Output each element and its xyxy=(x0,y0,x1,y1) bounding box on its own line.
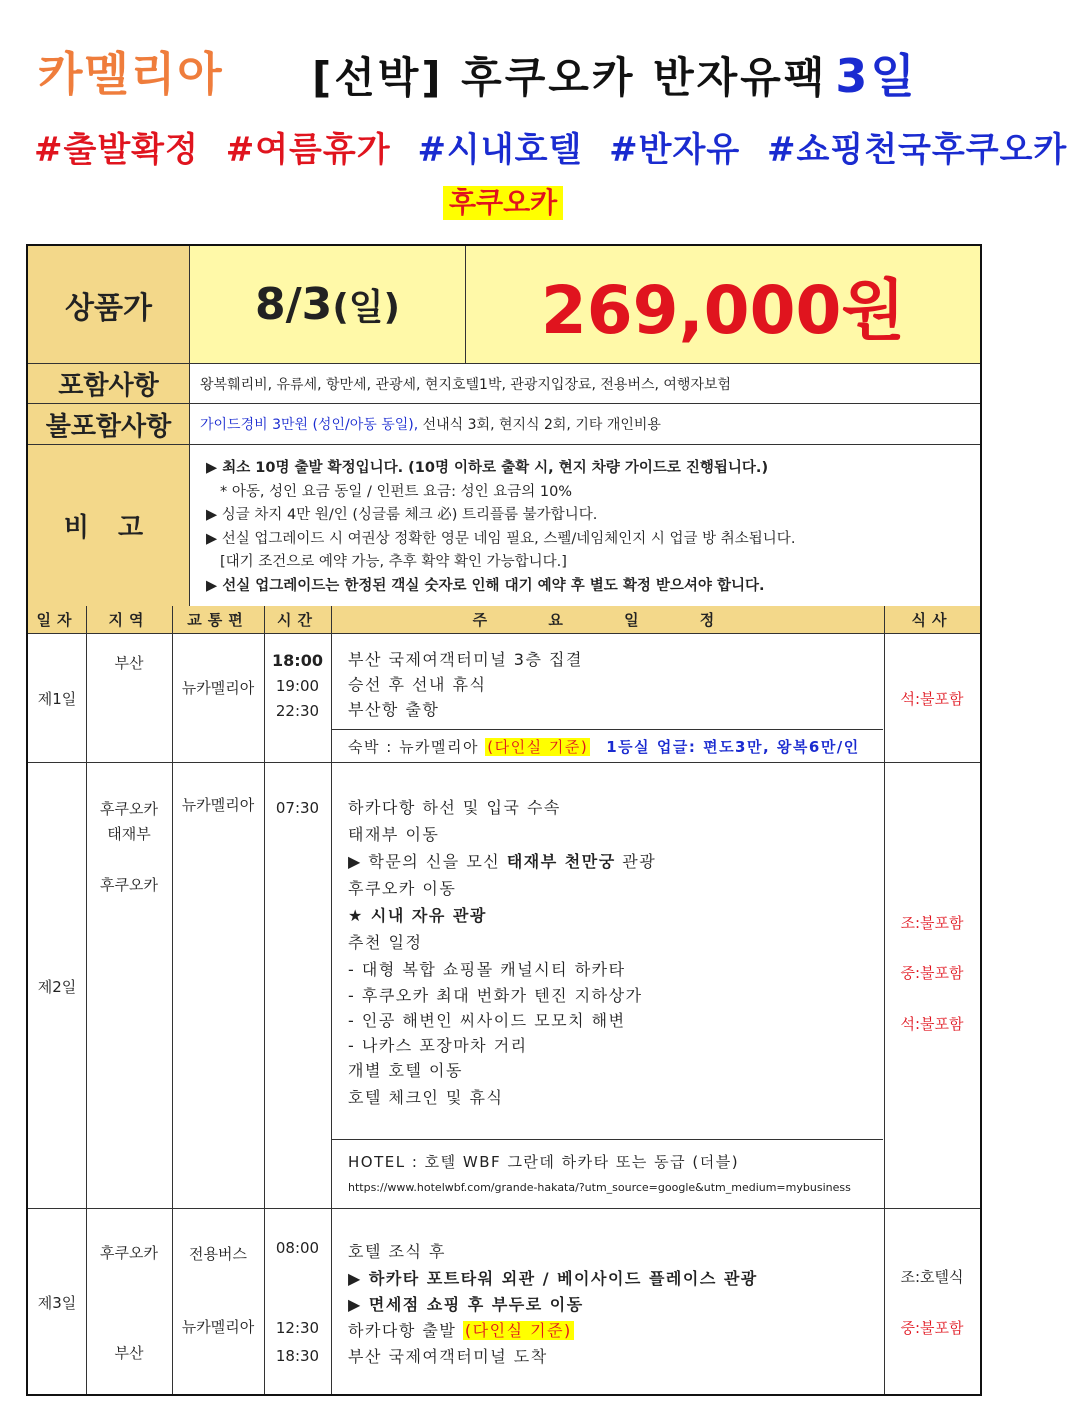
hashtag: #반자유 xyxy=(609,130,741,170)
lodging-upgrade: 1등실 업글: 편도3만, 왕복6만/인 xyxy=(606,738,860,756)
day3-meal: 중:불포함 xyxy=(900,1319,964,1337)
day2-item: 개별 호텔 이동 xyxy=(348,1061,463,1080)
day2-item-highlight: 태재부 천만궁 xyxy=(506,852,616,871)
date-weekday: (일) xyxy=(332,287,400,328)
day1-meal: 석:불포함 xyxy=(900,690,964,708)
date-value: 8/3 xyxy=(255,279,333,330)
hotel-divider xyxy=(332,1139,883,1140)
excludes-text xyxy=(190,404,980,444)
remark-line: [대기 조건으로 예약 가능, 추후 확약 확인 가능합니다.] xyxy=(220,554,567,570)
col-header-transport: 교통편 xyxy=(172,606,264,634)
day3-item xyxy=(348,1318,574,1341)
brand-name: 카멜리아 xyxy=(38,47,224,101)
day2-meal: 중:불포함 xyxy=(900,964,964,982)
product-info-table xyxy=(26,244,982,608)
column-divider xyxy=(86,606,87,1394)
title-text: [선박] 후쿠오카 반자유팩 xyxy=(312,53,828,102)
day3-time: 18:30 xyxy=(275,1347,320,1365)
day2-meal: 석:불포함 xyxy=(900,1015,964,1033)
column-divider xyxy=(264,606,265,1394)
day2-region: 태재부 xyxy=(107,825,151,843)
day3-region: 후쿠오카 xyxy=(100,1244,158,1262)
lodging-prefix: 숙박 : 뉴카멜리아 xyxy=(348,738,486,756)
day3-item: 호텔 조식 후 xyxy=(348,1242,446,1261)
day3-label: 제3일 xyxy=(37,1294,77,1312)
hashtag: #시내호텔 xyxy=(417,130,583,170)
day2-item-part: ▶ 학문의 신을 모신 xyxy=(348,852,507,871)
hashtag-line xyxy=(34,122,1067,171)
col-header-time: 시간 xyxy=(264,606,331,634)
col-header-itinerary: 주 요 일 정 xyxy=(331,606,884,634)
day2-item: - 인공 해변인 씨사이드 모모치 해변 xyxy=(348,1011,626,1030)
day3-meal: 조:호텔식 xyxy=(900,1268,964,1286)
day1-time: 19:00 xyxy=(275,677,320,695)
title-days: 3일 xyxy=(835,49,918,103)
day2-item: ★ 시내 자유 관광 xyxy=(348,906,487,925)
day3-item: 부산 국제여객터미널 도착 xyxy=(348,1347,548,1366)
row-divider xyxy=(28,1208,980,1209)
day1-region: 부산 xyxy=(114,654,144,672)
day2-item xyxy=(348,849,656,872)
includes-row xyxy=(28,364,980,404)
page-title xyxy=(312,40,918,106)
day2-hotel-url[interactable]: https://www.hotelwbf.com/grande-hakata/?utm_source=google&utm_medium=mybusiness xyxy=(348,1181,851,1194)
day3-item: ▶ 면세점 쇼핑 후 부두로 이동 xyxy=(348,1295,584,1314)
hashtag: #쇼핑천국후쿠오카 xyxy=(767,130,1067,170)
lodging-room-type: (다인실 기준) xyxy=(487,738,589,756)
excludes-rest: 선내식 3회, 현지식 2회, 기타 개인비용 xyxy=(418,417,661,433)
day3-time: 12:30 xyxy=(275,1319,320,1337)
lodging-divider xyxy=(332,729,883,730)
remark-line: ▶ 선실 업그레이드 시 여권상 정확한 영문 네임 필요, 스펠/네임체인지 시 업글 방 취소됩니다. xyxy=(206,530,796,547)
day3-transport: 전용버스 xyxy=(189,1245,247,1263)
day3-transport: 뉴카멜리아 xyxy=(181,1318,255,1336)
city-badge: 후쿠오카 xyxy=(443,186,563,220)
hashtag: #여름휴가 xyxy=(225,130,391,170)
day2-item: 하카다항 하선 및 입국 수속 xyxy=(348,798,561,817)
day1-time: 18:00 xyxy=(272,651,323,670)
day3-item: ▶ 하카타 포트타워 외관 / 베이사이드 플레이스 관광 xyxy=(348,1269,758,1288)
schedule-table xyxy=(26,606,982,1396)
price-row xyxy=(28,246,980,364)
day3-time: 08:00 xyxy=(275,1239,320,1257)
remarks-label: 비 고 xyxy=(28,445,190,606)
excludes-label: 불포함사항 xyxy=(28,404,190,444)
day1-item: 부산항 출항 xyxy=(348,700,440,719)
day1-lodging xyxy=(348,736,860,757)
day2-meal: 조:불포함 xyxy=(900,914,964,932)
excludes-guide-fee: 가이드경비 3만원 (성인/아동 동일), xyxy=(200,417,419,433)
price-label: 상품가 xyxy=(28,246,190,363)
day2-region: 후쿠오카 xyxy=(100,800,158,818)
day2-item: - 대형 복합 쇼핑몰 캐널시티 하카타 xyxy=(348,960,626,979)
day1-time: 22:30 xyxy=(275,702,320,720)
includes-label: 포함사항 xyxy=(28,364,190,403)
excludes-row xyxy=(28,404,980,445)
day2-hotel: HOTEL : 호텔 WBF 그란데 하카타 또는 동급 (더블) xyxy=(348,1153,740,1171)
day3-item-part: 하카다항 출발 xyxy=(348,1321,463,1340)
day2-label: 제2일 xyxy=(37,978,77,996)
row-divider xyxy=(28,762,980,763)
day1-item: 승선 후 선내 휴식 xyxy=(348,675,487,694)
column-divider xyxy=(331,606,332,1394)
day2-item-part: 관광 xyxy=(615,852,657,871)
remark-line: ▶ 싱글 차지 4만 원/인 (싱글룸 체크 必) 트리플룸 불가합니다. xyxy=(206,507,598,523)
column-divider xyxy=(172,606,173,1394)
remark-line: ▶ 선실 업그레이드는 한정된 객실 숫자로 인해 대기 예약 후 별도 확정 받으셔야 합니다. xyxy=(206,577,765,594)
col-header-day: 일자 xyxy=(28,606,86,634)
day2-item: 후쿠오카 이동 xyxy=(348,879,457,898)
remark-line: * 아동, 성인 요금 동일 / 인펀트 요금: 성인 요금의 10% xyxy=(220,483,573,500)
departure-date xyxy=(190,246,466,363)
remark-line: ▶ 최소 10명 출발 확정입니다. (10명 이하로 출확 시, 현지 차량 가이드로 진행됩니다.) xyxy=(206,460,769,476)
day2-item: 호텔 체크인 및 휴식 xyxy=(348,1088,504,1107)
day3-region: 부산 xyxy=(114,1344,144,1362)
day2-item: - 후쿠오카 최대 번화가 텐진 지하상가 xyxy=(348,986,643,1005)
hashtag: #출발확정 xyxy=(34,130,199,170)
day1-label: 제1일 xyxy=(37,690,77,708)
day2-item: - 나카스 포장마차 거리 xyxy=(348,1036,528,1055)
day3-room-type: (다인실 기준) xyxy=(464,1321,572,1340)
day2-time: 07:30 xyxy=(275,799,320,817)
col-header-region: 지역 xyxy=(86,606,172,634)
price-amount: 269,000원 xyxy=(466,246,980,363)
day2-region: 후쿠오카 xyxy=(100,876,158,894)
day2-item: 추천 일정 xyxy=(348,933,423,952)
col-header-meal: 식사 xyxy=(884,606,980,634)
day1-transport: 뉴카멜리아 xyxy=(181,679,255,697)
includes-text: 왕복훼리비, 유류세, 항만세, 관광세, 현지호텔1박, 관광지입장료, 전용버스, 여행자보험 xyxy=(200,376,732,393)
remarks-text xyxy=(190,445,980,606)
day2-transport: 뉴카멜리아 xyxy=(181,796,255,814)
day1-item: 부산 국제여객터미널 3층 집결 xyxy=(348,650,583,669)
remarks-row xyxy=(28,445,980,606)
day2-item: 태재부 이동 xyxy=(348,825,440,844)
